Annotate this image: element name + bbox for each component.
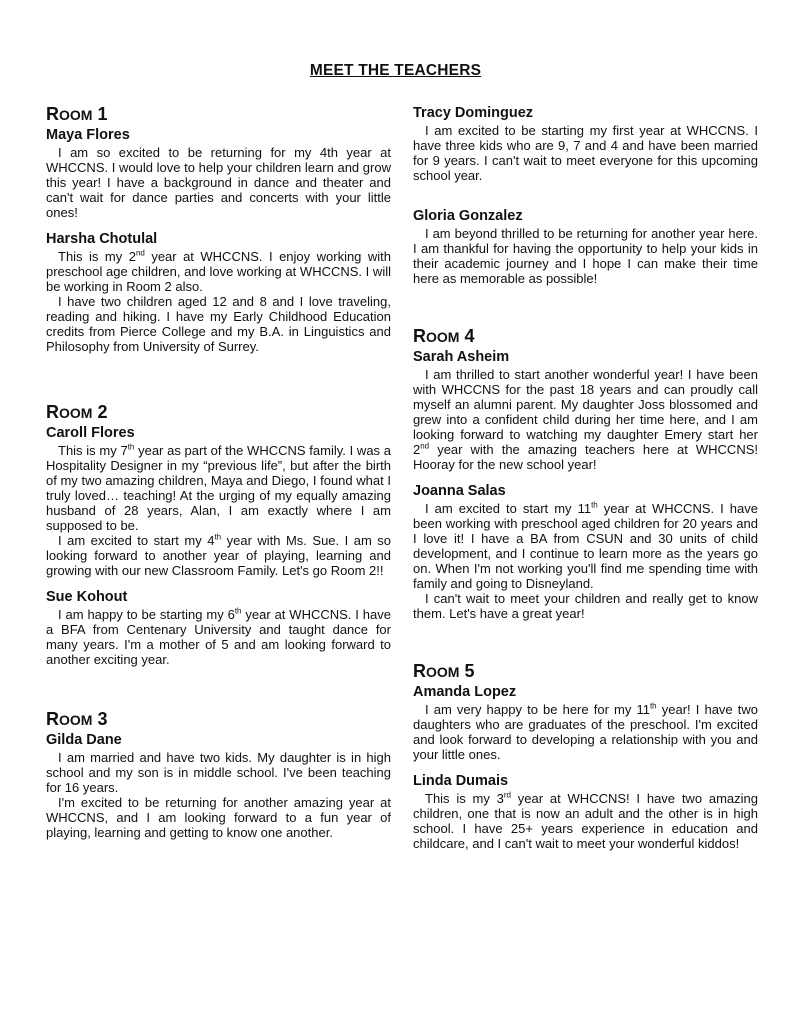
- teacher-bio: I'm excited to be returning for another amazing year at WHCCNS, and I am looking forward to a fun year of playing, learning and getting to know one another.: [46, 795, 391, 840]
- room-1-heading: ROOM 1: [46, 104, 108, 124]
- teacher-name: Gilda Dane: [46, 732, 122, 748]
- teacher-maya-flores: [46, 126, 391, 220]
- teacher-bio: I am married and have two kids. My daughter is in high school and my son is in middle school. I've been teaching for 16 years.: [46, 750, 391, 795]
- teacher-sarah-asheim: [413, 348, 758, 472]
- teacher-caroll-flores: [46, 424, 391, 578]
- teacher-bio: I am very happy to be here for my 11th year! I have two daughters who are graduates of the preschool. I'm excited and look forward to developing a relationship with you and your little ones.: [413, 701, 758, 762]
- teacher-name: Linda Dumais: [413, 773, 509, 789]
- room-4-heading: ROOM 4: [413, 326, 475, 346]
- teacher-name: Gloria Gonzalez: [413, 208, 523, 224]
- teacher-name: Sue Kohout: [46, 589, 128, 605]
- teacher-sue-kohout: [46, 588, 391, 667]
- teacher-joanna-salas: [413, 482, 758, 621]
- teacher-name: Caroll Flores: [46, 425, 135, 441]
- teacher-name: Sarah Asheim: [413, 349, 510, 365]
- page-title: MEET THE TEACHERS: [309, 62, 482, 79]
- room-3-heading: ROOM 3: [46, 709, 108, 729]
- teacher-bio: I am beyond thrilled to be returning for another year here. I am thankful for having the opportunity to help your kids in their academic journey and I hope I can make their time here as memorable as possible!: [413, 226, 758, 286]
- left-column: [46, 104, 391, 850]
- teacher-bio: I am excited to be starting my first year at WHCCNS. I have three kids who are 9, 7 and 4 and have been married for 9 years. I can't wait to meet everyone for this upcoming school year.: [413, 123, 758, 183]
- room-5-heading: ROOM 5: [413, 661, 475, 681]
- teacher-name: Maya Flores: [46, 127, 130, 143]
- teacher-name: Harsha Chotulal: [46, 231, 158, 247]
- teacher-name: Joanna Salas: [413, 483, 506, 499]
- teacher-bio: I have two children aged 12 and 8 and I love traveling, reading and hiking. I have my Early Childhood Education credits from Pierce College and my B.A. in Linguistics and Philosophy from University of Surrey.: [46, 294, 391, 354]
- teacher-bio: I can't wait to meet your children and really get to know them. Let's have a great year!: [413, 591, 758, 621]
- teacher-bio: I am so excited to be returning for my 4th year at WHCCNS. I would love to help your children learn and grow this year! I have a background in dance and theater and can't wait for dance parties and concerts with your little ones!: [46, 145, 391, 220]
- teacher-tracy-dominguez: [413, 104, 758, 183]
- right-column: [413, 104, 758, 861]
- teacher-amanda-lopez: [413, 683, 758, 762]
- teacher-linda-dumais: [413, 772, 758, 851]
- teacher-bio: This is my 3rd year at WHCCNS! I have two amazing children, one that is now an adult and the other is in high school. I have 25+ years experience in education and childcare, and I can't wait to meet your wonderful kiddos!: [413, 790, 758, 851]
- room-2-heading: ROOM 2: [46, 402, 108, 422]
- teacher-gloria-gonzalez: [413, 207, 758, 286]
- teacher-bio: This is my 2nd year at WHCCNS. I enjoy working with preschool age children, and love working at WHCCNS. I will be working in Room 2 also.: [46, 248, 392, 294]
- teacher-bio: I am excited to start my 11th year at WHCCNS. I have been working with preschool aged children for 20 years and I love it! I have a BA from CSUN and 30 units of child development, and I continue to learn more as the years go on. When I'm not working you'll find me spending time with family and going to Disneyland.: [413, 500, 758, 591]
- teacher-name: Tracy Dominguez: [413, 105, 534, 121]
- teacher-gilda-dane: [46, 731, 391, 840]
- teacher-name: Amanda Lopez: [413, 684, 517, 700]
- teacher-harsha-chotulal: [46, 230, 391, 354]
- teacher-bio: I am thrilled to start another wonderful year! I have been with WHCCNS for the past 18 years and can proudly call myself an alumni parent. My daughter Joss blossomed and grew into a confident child during her time here, and I am looking forward to watching my daughter Emery start her 2nd year with the amazing teachers here at WHCCNS! Hooray for the new school year!: [413, 367, 758, 472]
- teacher-bio: This is my 7th year as part of the WHCCNS family. I was a Hospitality Designer in my “previous life”, but after the birth of my two amazing children, Maya and Diego, I found what I truly loved… teaching! At the urging of my equally amazing husband of 28 years, Alan, I am exactly where I am supposed to be.: [46, 442, 392, 533]
- teacher-bio: I am happy to be starting my 6th year at WHCCNS. I have a BFA from Centenary University and taught dance for many years. I'm a mother of 5 and am looking forward to another exciting year.: [46, 606, 391, 667]
- teacher-bio: I am excited to start my 4th year with Ms. Sue. I am so looking forward to another year of playing, learning and growing with our new Classroom Family. Let's go Room 2!!: [46, 532, 391, 578]
